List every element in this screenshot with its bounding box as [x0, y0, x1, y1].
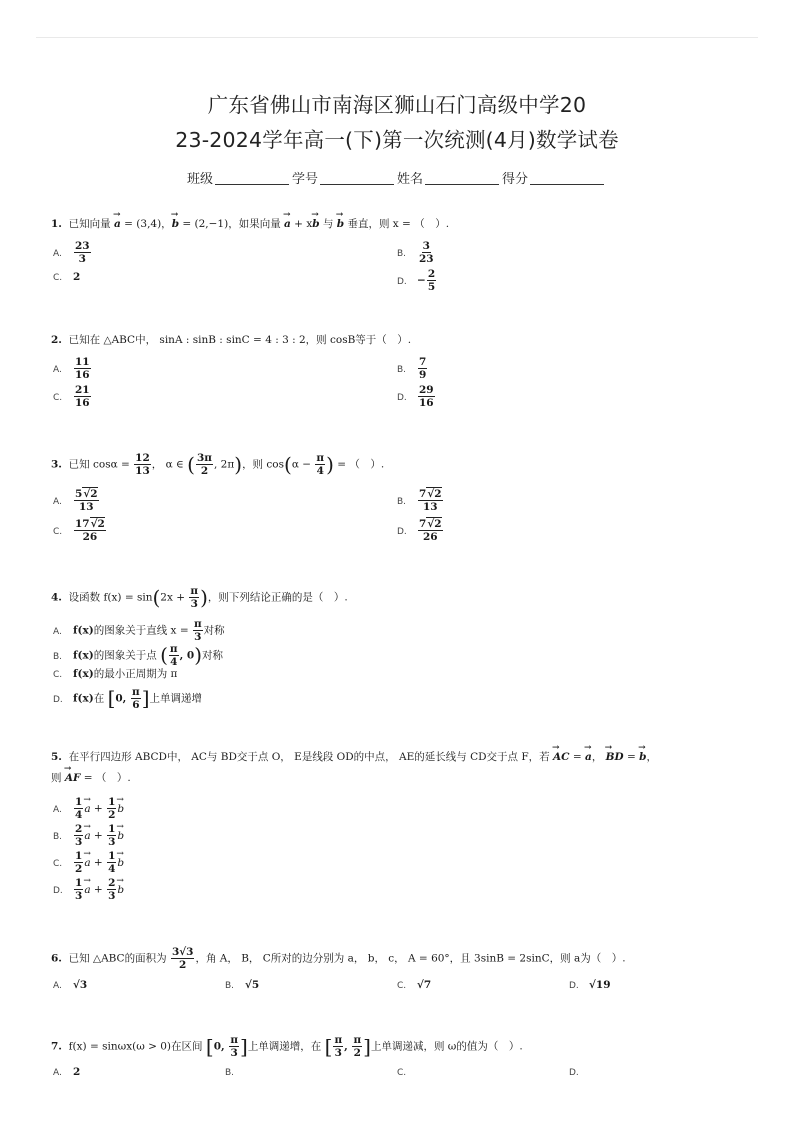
- option-letter: D.: [569, 1068, 579, 1078]
- q5-option-c[interactable]: C. $\frac{1}{2}$ → a + $\frac{1}{4}$ → b: [53, 850, 124, 875]
- q1-text: + x: [290, 218, 313, 230]
- q1-text: 垂直，则 x = （ ）.: [344, 218, 450, 230]
- q4-denominator: 3: [190, 598, 198, 610]
- vector-b: → b: [312, 217, 319, 231]
- function-label: f(x): [73, 692, 94, 705]
- q5-text: 在平行四边形 ABCD中， AC与 BD交于点 O， E是线段 OD的中点， AE的延长线与 CD交于点 F，若: [68, 751, 554, 763]
- option-letter: D.: [53, 885, 63, 896]
- option-letter: C.: [397, 1068, 407, 1078]
- q3-text: α −: [291, 458, 315, 471]
- q6-numerator: 3√3: [171, 946, 194, 958]
- question-number: 5.: [51, 751, 62, 763]
- q7-option-b[interactable]: [225, 1066, 245, 1080]
- paren: ): [194, 643, 202, 667]
- option-letter: C.: [397, 981, 407, 991]
- q3-text: ，则 cos: [242, 458, 284, 471]
- q1-text: = (2,−1)，如果向量: [179, 218, 285, 230]
- option-letter: C.: [53, 273, 63, 283]
- q4-text: 设函数 f(x) = sin: [68, 591, 153, 604]
- q1-text: 与: [319, 218, 337, 230]
- q6-text: ，角 A， B， C所对的边分别为 a， b， c， A = 60°，且 3sinB = 2sinC，则 a为（ ）.: [195, 952, 626, 965]
- option-denominator: 4: [170, 656, 178, 668]
- option-letter: A.: [53, 804, 62, 815]
- function-label: f(x): [73, 649, 94, 662]
- question-5-line-2: [51, 771, 131, 785]
- option-letter: A.: [53, 981, 62, 991]
- q3-denominator: 4: [316, 465, 324, 477]
- paren: ): [234, 452, 243, 477]
- option-value: √5: [245, 979, 260, 991]
- q4-option-d[interactable]: [53, 686, 202, 711]
- q2-option-a[interactable]: A. $\frac{11}{16}$: [53, 356, 90, 381]
- option-text: 在: [93, 692, 108, 705]
- question-3: [51, 452, 384, 477]
- option-letter: D.: [397, 392, 407, 403]
- q4-option-b[interactable]: [53, 643, 223, 668]
- number-blank[interactable]: [320, 171, 394, 185]
- q7-numerator: π: [230, 1034, 238, 1046]
- option-letter: D.: [53, 694, 63, 705]
- name-label: 姓名: [397, 172, 424, 187]
- option-value: √3: [73, 979, 88, 991]
- q3-numerator: 3π: [196, 452, 212, 464]
- q5-text: 则: [51, 772, 65, 784]
- q7-denominator: 3: [230, 1047, 238, 1059]
- paren: (: [152, 585, 161, 610]
- exam-title-line-1: 广东省佛山市南海区狮山石门高级中学20: [207, 93, 587, 117]
- q2-option-b[interactable]: B. $\frac{7}{9}$: [397, 356, 427, 381]
- option-text: 对称: [203, 624, 225, 637]
- q1-text: 已知向量: [68, 218, 114, 230]
- student-info-line: [0, 168, 794, 187]
- q3-numerator: 12: [135, 452, 150, 464]
- option-letter: C.: [53, 392, 63, 403]
- option-letter: D.: [397, 526, 407, 537]
- option-text: 0,: [115, 692, 130, 705]
- q4-text: ，则下列结论正确的是（ ）.: [207, 591, 348, 604]
- vector-b: → b: [172, 217, 179, 231]
- q1-option-c[interactable]: C. 2: [53, 271, 81, 283]
- q3-denominator: 13: [135, 465, 150, 477]
- q7-option-c[interactable]: [397, 1066, 417, 1080]
- class-label: 班级: [186, 172, 213, 187]
- q1-option-d[interactable]: D. − $\frac{2}{5}$: [397, 268, 436, 293]
- exam-title-line-2: 23-2024学年高一(下)第一次统测(4月)数学试卷: [175, 128, 619, 152]
- option-text: 的最小正周期为 π: [93, 668, 178, 680]
- paren: ): [200, 585, 208, 610]
- option-text: 的图象关于点: [93, 649, 161, 662]
- option-value: √19: [589, 979, 611, 991]
- option-value: √7: [417, 979, 432, 991]
- vector-b: → b: [639, 750, 646, 764]
- bracket: [: [205, 1034, 214, 1059]
- option-value: 2: [73, 1066, 81, 1078]
- q3-numerator: π: [316, 452, 325, 464]
- option-letter: B.: [397, 248, 407, 259]
- q7-text: 上单调递增，在: [247, 1040, 325, 1053]
- q5-text: ，: [646, 751, 657, 763]
- q3-option-a[interactable]: A. $\frac{5√2}{13}$: [53, 488, 98, 513]
- option-numerator: π: [169, 643, 178, 655]
- vector-ac: → AC: [553, 750, 570, 764]
- option-letter: B.: [225, 1068, 235, 1078]
- vector-a: → a: [284, 217, 291, 231]
- q6-option-a[interactable]: [53, 979, 87, 993]
- q5-option-b[interactable]: B. $\frac{2}{3}$ → a + $\frac{1}{3}$ → b: [53, 823, 124, 848]
- option-text: 上单调递增: [149, 692, 202, 705]
- option-letter: C.: [53, 858, 63, 869]
- vector-b: → b: [337, 217, 344, 231]
- paren: ): [326, 452, 334, 477]
- q7-text: 上单调递减，则 ω的值为（ ）.: [370, 1040, 523, 1053]
- q3-text: ， α ∈: [151, 458, 188, 471]
- q6-denominator: 2: [179, 959, 187, 971]
- option-denominator: 3: [194, 631, 202, 643]
- option-letter: A.: [53, 496, 62, 507]
- q3-option-b[interactable]: B. $\frac{7√2}{13}$: [397, 488, 442, 513]
- option-letter: D.: [569, 981, 579, 991]
- option-letter: D.: [397, 276, 407, 287]
- vector-bd: → BD: [606, 750, 624, 764]
- q4-option-c[interactable]: [53, 668, 177, 682]
- q7-option-d[interactable]: [569, 1066, 589, 1080]
- question-number: 2.: [51, 334, 62, 346]
- q2-text: 已知在 △ABC中， sinA : sinB : sinC = 4 : 3 : 2，则 cosB等于（ ）.: [68, 334, 412, 346]
- q3-option-c[interactable]: C. $\frac{17√2}{26}$: [53, 518, 105, 543]
- bracket: ]: [240, 1034, 248, 1059]
- q7-denominator: 2: [353, 1047, 361, 1059]
- q7-text: ,: [344, 1040, 352, 1053]
- q4-text: 2x +: [160, 591, 189, 604]
- q7-option-a[interactable]: [53, 1066, 80, 1080]
- score-blank[interactable]: [530, 171, 604, 185]
- paren: (: [284, 452, 292, 477]
- question-number: 4.: [51, 591, 62, 604]
- q2-option-c[interactable]: C. $\frac{21}{16}$: [53, 384, 90, 409]
- option-text: 对称: [202, 649, 223, 662]
- q1-option-b[interactable]: B. $\frac{3}{23}$: [397, 240, 434, 265]
- question-5: [51, 750, 657, 764]
- q5-text: =: [623, 751, 640, 763]
- question-2: [51, 333, 411, 347]
- option-denominator: 6: [132, 699, 140, 711]
- name-blank[interactable]: [425, 171, 499, 185]
- q1-text: = (3,4)，: [120, 218, 172, 230]
- option-letter: A.: [53, 248, 62, 259]
- q7-text: 0,: [213, 1040, 229, 1053]
- q3-text: , 2π: [213, 458, 235, 471]
- option-letter: B.: [53, 831, 63, 842]
- q7-numerator: π: [353, 1034, 362, 1046]
- option-letter: C.: [53, 526, 63, 537]
- score-label: 得分: [502, 172, 529, 187]
- q3-option-d[interactable]: D. $\frac{7√2}{26}$: [397, 518, 442, 543]
- option-letter: A.: [53, 626, 62, 637]
- question-number: 7.: [51, 1040, 62, 1053]
- bracket: [: [107, 686, 116, 710]
- question-6: [51, 946, 626, 971]
- option-letter: C.: [53, 670, 63, 680]
- q7-denominator: 3: [334, 1047, 342, 1059]
- option-letter: B.: [225, 981, 235, 991]
- q4-numerator: π: [190, 585, 199, 597]
- number-label: 学号: [291, 172, 318, 187]
- q3-text: = （ ）.: [333, 458, 385, 471]
- vector-af: → AF: [65, 771, 81, 785]
- option-letter: B.: [53, 651, 63, 662]
- q7-numerator: π: [334, 1034, 343, 1046]
- question-number: 6.: [51, 952, 62, 965]
- class-blank[interactable]: [215, 171, 289, 185]
- vector-a: → a: [585, 750, 592, 764]
- option-letter: B.: [397, 496, 407, 507]
- q4-option-a[interactable]: [53, 618, 225, 643]
- q5-option-a[interactable]: A. $\frac{1}{4}$ → a + $\frac{1}{2}$ → b: [53, 796, 124, 821]
- function-label: f(x): [73, 668, 94, 680]
- q5-text: = （ ）.: [80, 772, 131, 784]
- option-numerator: π: [132, 686, 140, 698]
- bracket: ]: [363, 1034, 371, 1059]
- question-number: 3.: [51, 458, 62, 471]
- vector-a: → a: [114, 217, 121, 231]
- q6-text: 已知 △ABC的面积为: [68, 952, 170, 965]
- q1-option-a[interactable]: A. $\frac{23}{3}$: [53, 240, 90, 265]
- question-1: [51, 217, 449, 231]
- option-numerator: π: [193, 618, 202, 630]
- paren: (: [160, 643, 168, 667]
- option-letter: B.: [397, 364, 407, 375]
- question-4: [51, 585, 348, 610]
- q6-option-c[interactable]: [397, 979, 431, 993]
- option-letter: A.: [53, 1068, 62, 1078]
- option-letter: A.: [53, 364, 62, 375]
- q6-option-d[interactable]: [569, 979, 611, 993]
- question-number: 1.: [51, 218, 62, 230]
- q2-option-d[interactable]: D. $\frac{29}{16}$: [397, 384, 434, 409]
- question-7: [51, 1034, 523, 1059]
- q5-option-d[interactable]: D. $\frac{1}{3}$ → a + $\frac{2}{3}$ → b: [53, 877, 124, 902]
- top-divider: [36, 37, 758, 38]
- q7-text: f(x) = sinωx(ω > 0)在区间: [68, 1040, 206, 1053]
- option-text: 的图象关于直线 x =: [93, 624, 192, 637]
- function-label: f(x): [73, 624, 94, 637]
- q5-text: =: [569, 751, 586, 763]
- paren: (: [187, 452, 195, 477]
- q3-text: 已知 cosα =: [68, 458, 134, 471]
- q6-option-b[interactable]: [225, 979, 259, 993]
- bracket: [: [324, 1034, 333, 1059]
- q3-denominator: 2: [200, 465, 209, 477]
- q5-text: ，: [591, 751, 606, 763]
- option-text: , 0: [179, 649, 195, 662]
- bracket: ]: [141, 686, 150, 710]
